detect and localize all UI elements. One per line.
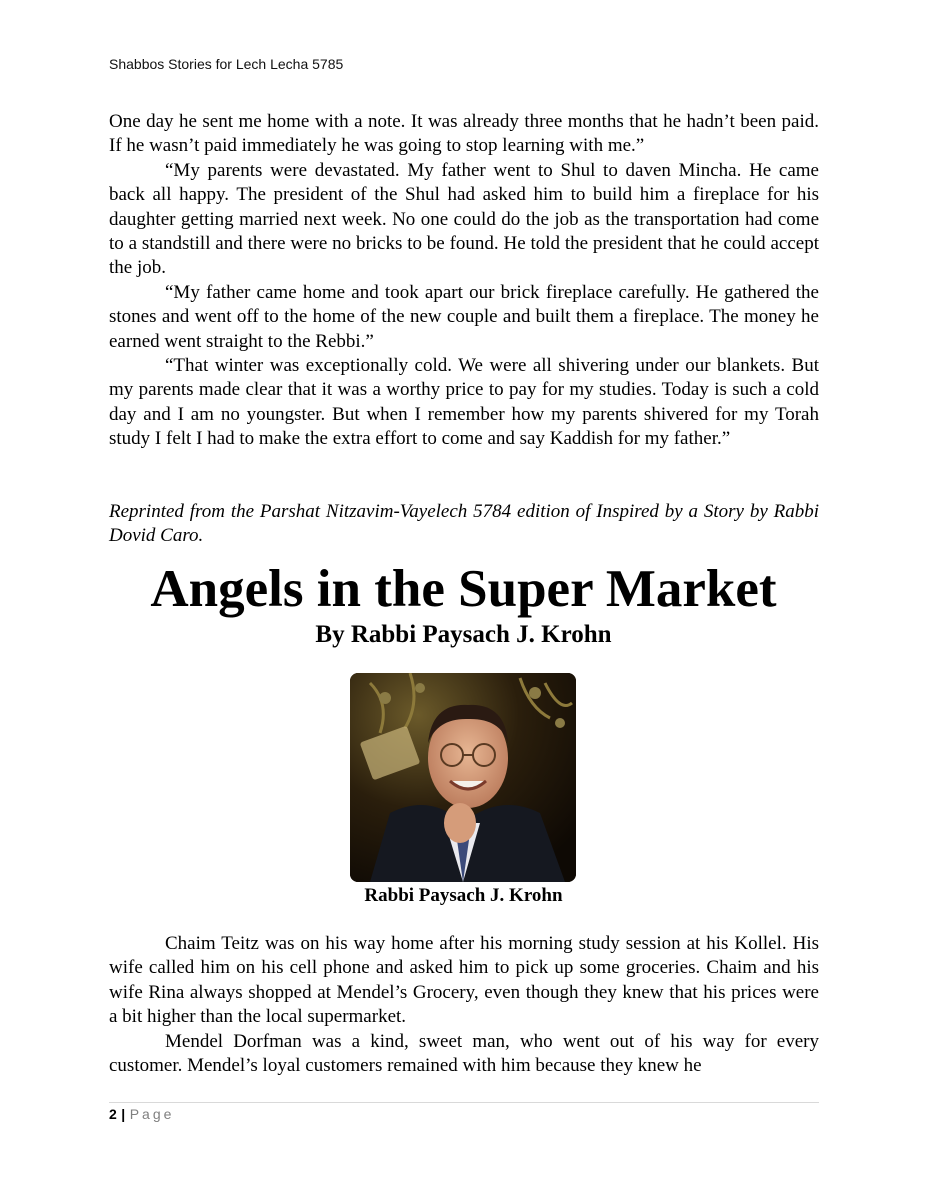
article-title: Angels in the Super Market (150, 560, 777, 618)
footer-divider (109, 1102, 819, 1103)
reprint-note: Reprinted from the Parshat Nitzavim-Vayelech 5784 edition of Inspired by a Story by Rabbi Dovid Caro. (109, 501, 819, 546)
running-header: Shabbos Stories for Lech Lecha 5785 (109, 56, 344, 72)
page-number: 2 (109, 1106, 118, 1122)
paragraph: “My parents were devastated. My father went to Shul to daven Mincha. He came back all happy. The president of the Shul had asked him to build him a fireplace for his daughter getting married next week. No one could do the job as the transportation had come to a standstill and there were no bricks to be found. He told the president that he could accept the job. (109, 159, 819, 279)
story-ending (109, 110, 819, 452)
footer-separator: | (121, 1106, 126, 1122)
paragraph: “That winter was exceptionally cold. We were all shivering under our blankets. But my parents made clear that it was a worthy price to pay for my studies. Today is such a cold day and I am no youngster. But when I remember how my parents shivered for my Torah study I felt I had to make the extra effort to come and say Kaddish for my father.” (109, 355, 819, 450)
paragraph: Chaim Teitz was on his way home after his morning study session at his Kollel. His wife called him on his cell phone and asked him to pick up some groceries. Chaim and his wife Rina always shopped at Mendel’s Grocery, even though they knew that his prices were a bit higher than the local supermarket. (109, 933, 819, 1028)
photo-caption: Rabbi Paysach J. Krohn (364, 885, 563, 906)
author-photo (350, 673, 576, 882)
page-label: Page (129, 1106, 175, 1122)
page-footer (109, 1106, 174, 1122)
article-body (109, 932, 819, 1078)
paragraph: Mendel Dorfman was a kind, sweet man, who went out of his way for every customer. Mendel’s loyal customers remained with him because they knew he (109, 1030, 819, 1077)
paragraph: One day he sent me home with a note. It was already three months that he hadn’t been paid. If he wasn’t paid immediately he was going to stop learning with me.” (109, 111, 819, 157)
paragraph: “My father came home and took apart our brick fireplace carefully. He gathered the stones and went off to the home of the new couple and built them a fireplace. The money he earned went straight to the Rebbi.” (109, 281, 819, 352)
article-byline: By Rabbi Paysach J. Krohn (315, 621, 612, 648)
